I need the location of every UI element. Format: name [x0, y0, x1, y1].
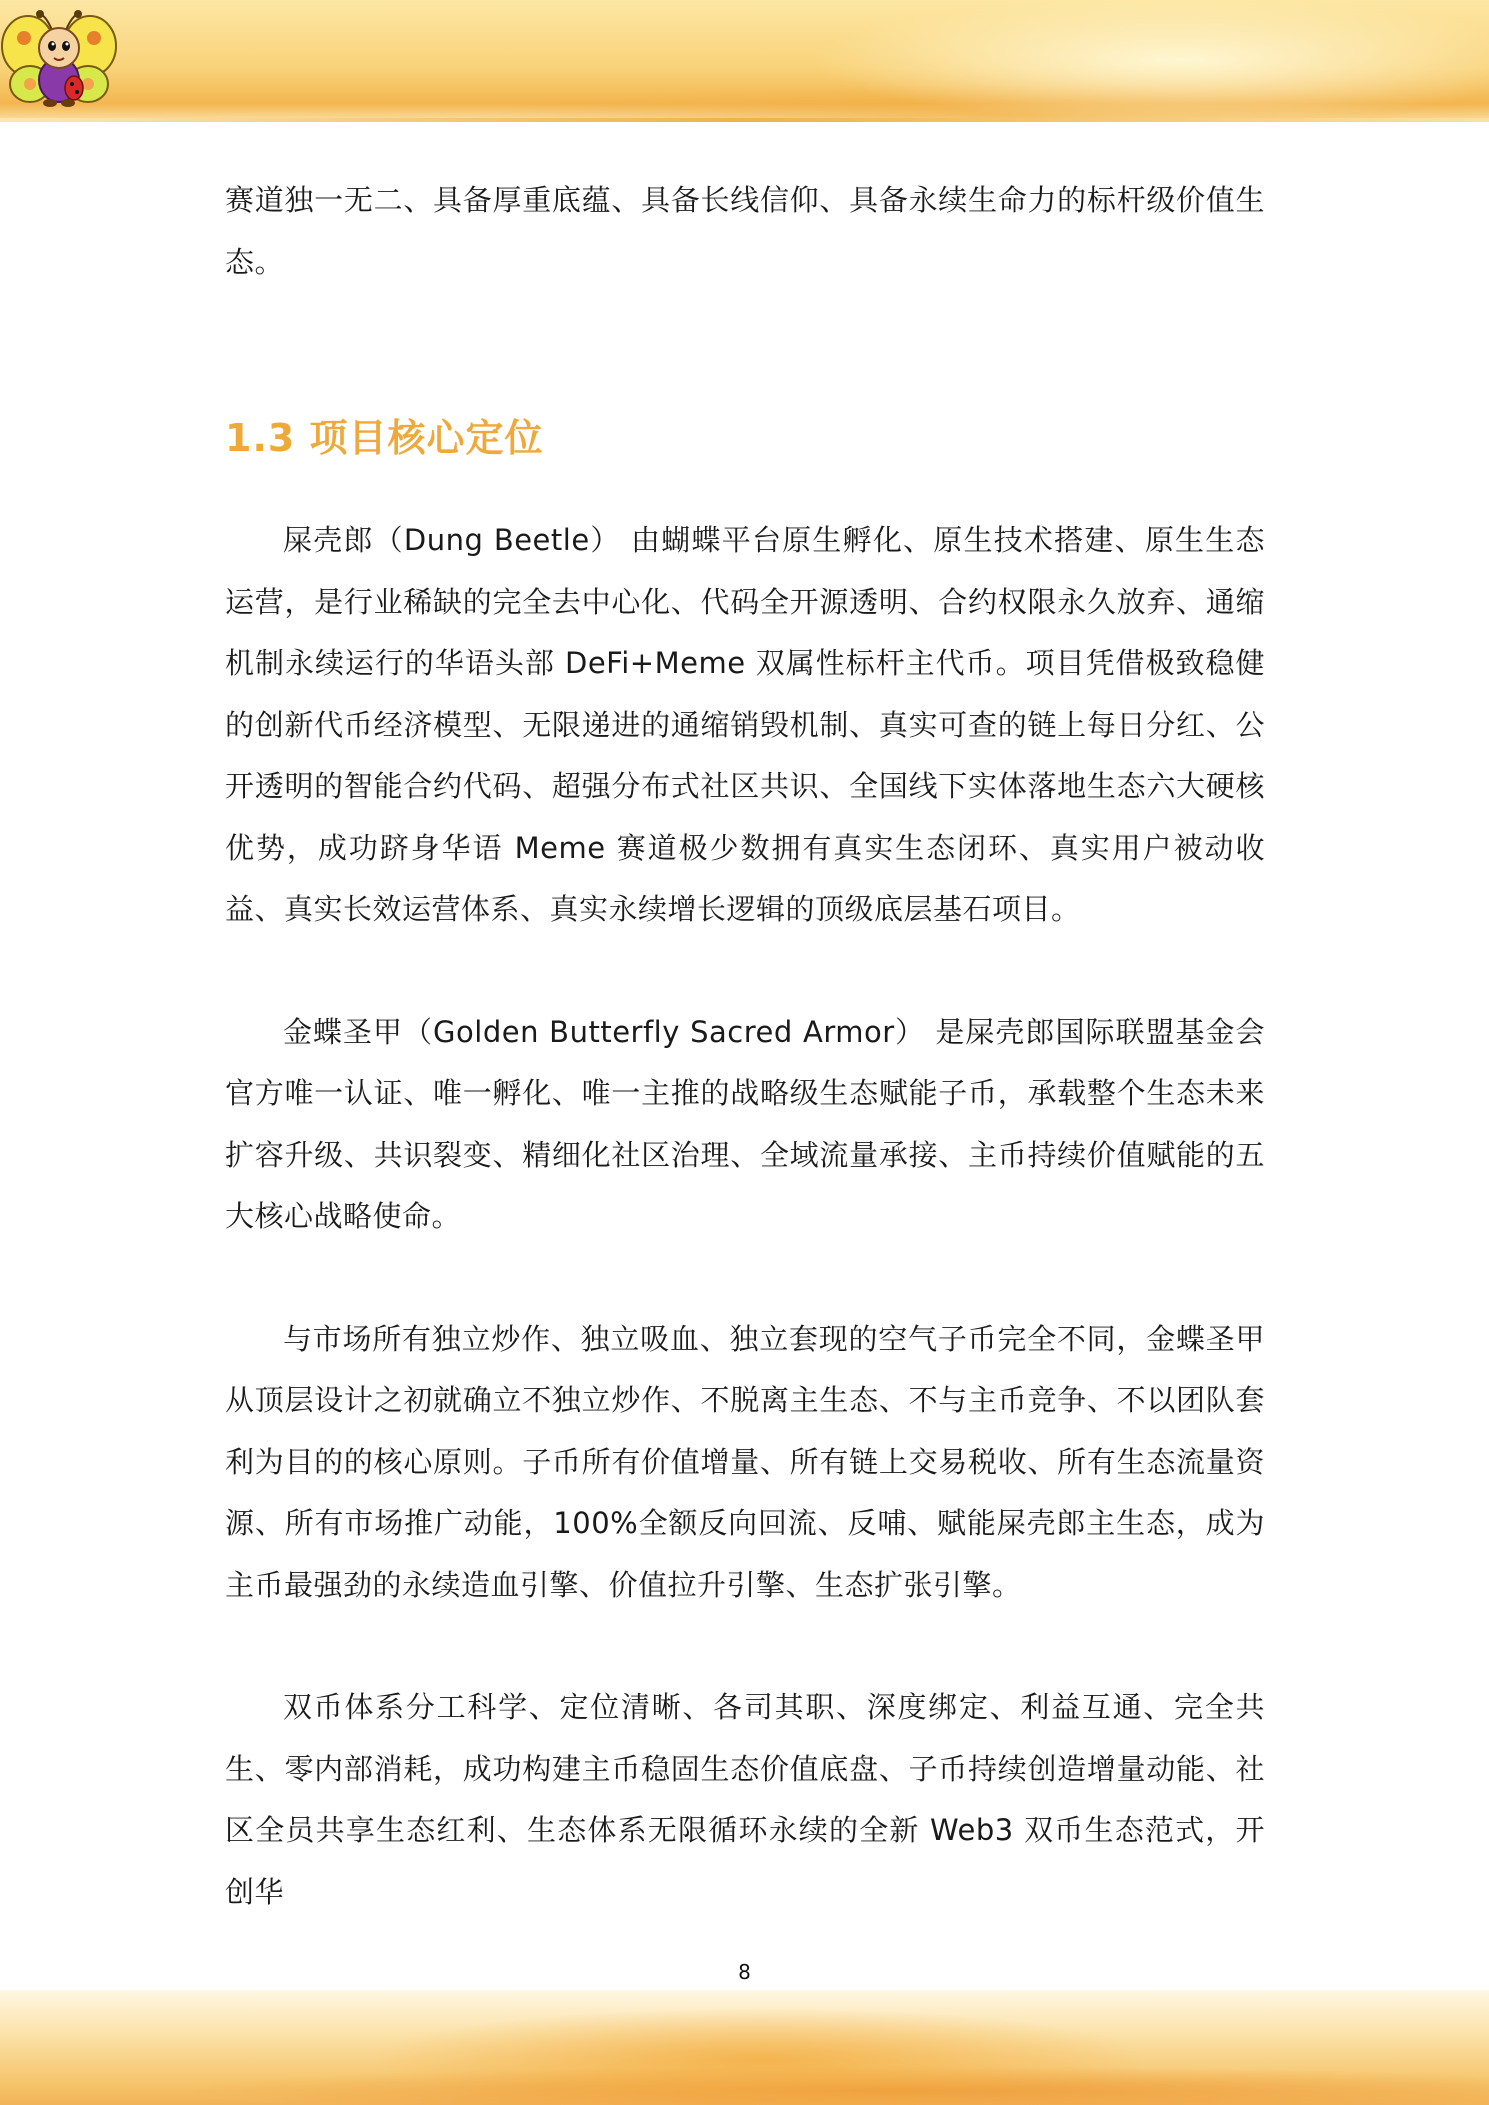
- page-number: 8: [738, 1960, 751, 1984]
- header-banner: [0, 0, 1489, 122]
- butterfly-mascot-icon: [0, 8, 118, 108]
- paragraph-dung-beetle: 屎壳郎（Dung Beetle） 由蝴蝶平台原生孵化、原生技术搭建、原生生态运营，是行业稀缺的完全去中心化、代码全开源透明、合约权限永久放弃、通缩机制永续运行的华语头部 DeFi+Meme 双属性标杆主代币。项目凭借极致稳健的创新代币经济模型、无限递进的通缩销毁机制、真实可查的链上每日分红、公开透明的智能合约代码、超强分布式社区共识、全国线下实体落地生态六大硬核优势，成功跻身华语 Meme 赛道极少数拥有真实生态闭环、真实用户被动收益、真实长效运营体系、真实永续增长逻辑的顶级底层基石项目。: [225, 523, 1265, 926]
- paragraph-differentiation: 与市场所有独立炒作、独立吸血、独立套现的空气子币完全不同，金蝶圣甲从顶层设计之初就确立不独立炒作、不脱离主生态、不与主币竞争、不以团队套利为目的的核心原则。子币所有价值增量、所有链上交易税收、所有生态流量资源、所有市场推广动能，100%全额反向回流、反哺、赋能屎壳郎主生态，成为主币最强劲的永续造血引擎、价值拉升引擎、生态扩张引擎。: [225, 1321, 1265, 1602]
- footer-banner: [0, 1990, 1489, 2105]
- paragraph-dual-token: 双币体系分工科学、定位清晰、各司其职、深度绑定、利益互通、完全共生、零内部消耗，成功构建主币稳固生态价值底盘、子币持续创造增量动能、社区全员共享生态红利、生态体系无限循环永续的全新 Web3 双币生态范式，开创华: [225, 1690, 1265, 1909]
- continuation-paragraph: 赛道独一无二、具备厚重底蕴、具备长线信仰、具备永续生命力的标杆级价值生态。: [225, 183, 1265, 279]
- page-content: [225, 170, 1265, 1923]
- paragraph-golden-butterfly: 金蝶圣甲（Golden Butterfly Sacred Armor） 是屎壳郎国际联盟基金会官方唯一认证、唯一孵化、唯一主推的战略级生态赋能子币，承载整个生态未来扩容升级、共识裂变、精细化社区治理、全域流量承接、主币持续价值赋能的五大核心战略使命。: [225, 1014, 1265, 1233]
- section-title: 1.3 项目核心定位: [225, 416, 544, 460]
